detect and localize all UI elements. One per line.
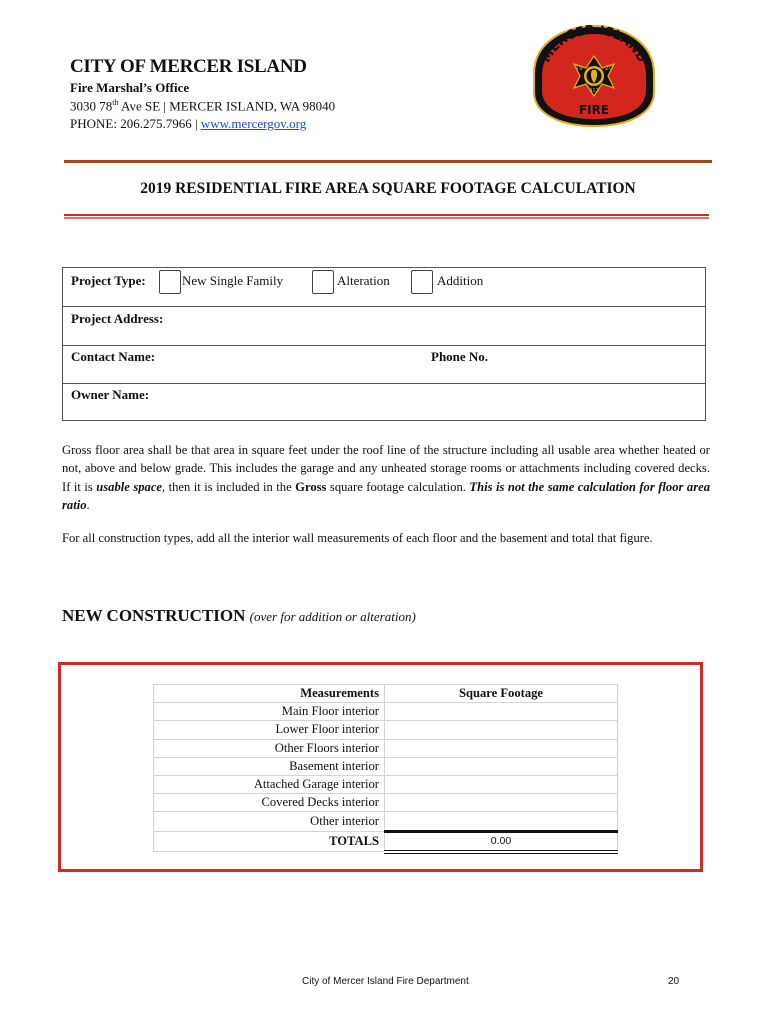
- contact-row[interactable]: [63, 345, 705, 383]
- seal-bottom-text: 911: [589, 88, 599, 94]
- square-footage-header: Square Footage: [385, 685, 618, 703]
- not-floor-area-ratio-emphasis: This is not the same calculation for floor area ratio: [62, 479, 710, 512]
- gross-emphasis: Gross: [295, 479, 327, 494]
- usable-space-emphasis: usable space: [96, 479, 162, 494]
- owner-name-label: Owner Name:: [71, 387, 150, 402]
- seal-left-text: 19: [575, 65, 583, 72]
- totals-row: [154, 831, 618, 852]
- title-bottom-rule-accent: [64, 217, 709, 219]
- page-number: 20: [668, 976, 680, 987]
- footer-text: City of Mercer Island Fire Department: [302, 976, 469, 987]
- project-info-form: [62, 267, 706, 421]
- address-number: 3030 78: [70, 98, 113, 114]
- office-address: [70, 98, 335, 114]
- table-row: [154, 703, 618, 721]
- measurements-table: [153, 684, 618, 854]
- measurements-header: Measurements: [154, 685, 385, 703]
- table-header-row: [154, 685, 618, 703]
- contact-name-label: Contact Name:: [71, 349, 156, 364]
- address-street: Ave SE | MERCER ISLAND, WA 98040: [118, 98, 336, 114]
- totals-value: 0.00: [385, 831, 618, 852]
- addition-checkbox[interactable]: [411, 270, 433, 294]
- table-row: [154, 794, 618, 812]
- fire-department-logo: [528, 22, 660, 130]
- project-type-label: Project Type:: [71, 273, 146, 288]
- section-heading-text: NEW CONSTRUCTION: [62, 606, 250, 625]
- new-single-family-checkbox[interactable]: [159, 270, 181, 294]
- section-subheading: (over for addition or alteration): [249, 609, 416, 624]
- project-address-row[interactable]: [63, 307, 705, 345]
- project-type-row: [63, 268, 705, 307]
- attached-garage-input[interactable]: [385, 775, 618, 793]
- lower-floor-input[interactable]: [385, 721, 618, 739]
- basement-input[interactable]: [385, 757, 618, 775]
- row-label: Other interior: [154, 812, 385, 831]
- address-suffix: th: [112, 98, 119, 107]
- gross-floor-area-paragraph: [62, 441, 710, 514]
- office-phone: [70, 116, 306, 132]
- paragraph-text: square footage calculation.: [326, 479, 470, 494]
- seal-right-text: 20: [605, 65, 613, 72]
- office-name: Fire Marshal’s Office: [70, 80, 190, 95]
- main-floor-input[interactable]: [385, 703, 618, 721]
- new-construction-heading: [62, 606, 416, 626]
- phone-number: PHONE: 206.275.7966 |: [70, 116, 201, 131]
- row-label: Other Floors interior: [154, 739, 385, 757]
- table-row: [154, 775, 618, 793]
- covered-decks-input[interactable]: [385, 794, 618, 812]
- totals-label: TOTALS: [154, 831, 385, 852]
- website-link[interactable]: www.mercergov.org: [200, 116, 307, 131]
- paragraph-text: Gross floor area shall be that area in square feet under the roof line of the structure including all usable area whether heated or not, above and below grade. This includes the garage and any unheated storage rooms or attachments including covered decks. If it is: [62, 443, 710, 494]
- table-row: [154, 739, 618, 757]
- row-label: Covered Decks interior: [154, 794, 385, 812]
- row-label: Basement interior: [154, 757, 385, 775]
- other-interior-input[interactable]: [385, 812, 618, 831]
- paragraph-text: , then it is included in the: [162, 479, 296, 494]
- phone-label: Phone No.: [431, 349, 489, 364]
- logo-top-text: MERCER ISLAND: [537, 22, 651, 65]
- new-single-family-label: New Single Family: [182, 273, 284, 288]
- construction-types-paragraph: For all construction types, add all the interior wall measurements of each floor and the basement and total that figure.: [62, 531, 653, 545]
- logo-bottom-text: FIRE: [578, 103, 610, 117]
- alteration-label: Alteration: [337, 273, 390, 288]
- row-label: Lower Floor interior: [154, 721, 385, 739]
- owner-row[interactable]: [63, 383, 705, 421]
- other-floors-input[interactable]: [385, 739, 618, 757]
- addition-label: Addition: [437, 273, 484, 288]
- paragraph-text: .: [86, 497, 90, 512]
- table-row: [154, 721, 618, 739]
- project-address-label: Project Address:: [71, 311, 164, 326]
- title-bottom-rule: [64, 214, 709, 216]
- table-row: [154, 757, 618, 775]
- row-label: Attached Garage interior: [154, 775, 385, 793]
- row-label: Main Floor interior: [154, 703, 385, 721]
- alteration-checkbox[interactable]: [312, 270, 334, 294]
- table-row: [154, 812, 618, 831]
- title-top-rule: [64, 160, 712, 163]
- org-name: CITY OF MERCER ISLAND: [70, 56, 307, 77]
- document-title: 2019 RESIDENTIAL FIRE AREA SQUARE FOOTAGE CALCULATION: [140, 180, 636, 197]
